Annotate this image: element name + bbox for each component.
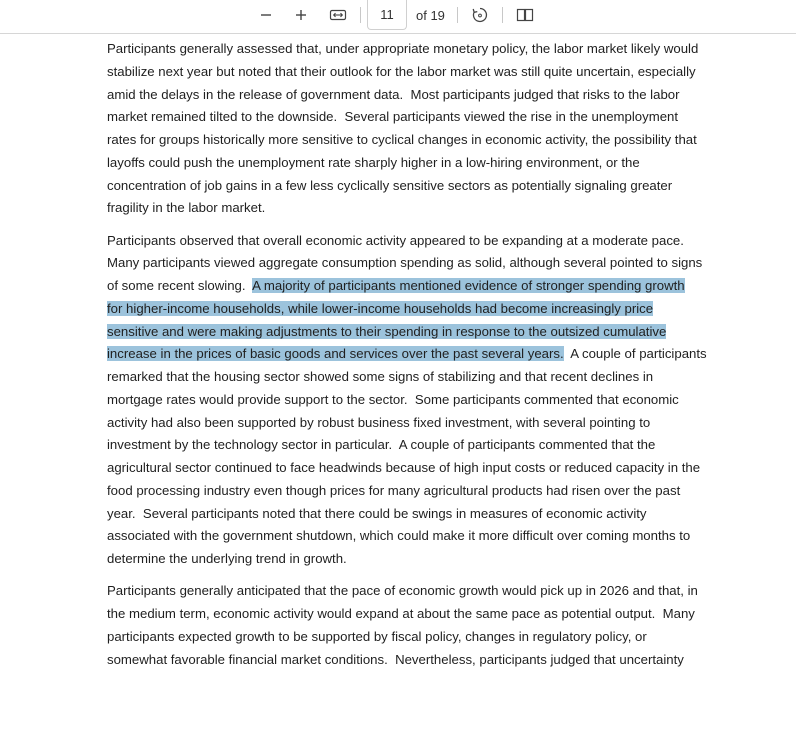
text-line[interactable]	[107, 230, 697, 253]
text-segment: of some recent slowing.	[107, 278, 253, 293]
text-line[interactable]	[107, 252, 703, 275]
text-segment: market remained tilted to the downside. Several participants viewed the rise in the unemployment	[107, 109, 679, 125]
text-segment: food processing industry even though prices for many agricultural products had risen over the past	[107, 482, 681, 498]
rotate-icon	[471, 6, 489, 24]
zoom-out-button[interactable]	[253, 4, 279, 26]
text-line[interactable]	[107, 343, 707, 366]
text-segment: agricultural sector continued to face headwinds because of high input costs or reduced capacity in the	[107, 460, 701, 475]
text-line[interactable]	[107, 626, 697, 649]
text-line[interactable]	[107, 503, 697, 526]
text-segment: rates for groups historically more sensitive to cyclical changes in economic activity, the possibility that	[107, 132, 697, 147]
pdf-toolbar	[0, 0, 796, 34]
text-segment: layoffs could push the unemployment rate sharply higher in a low-hiring environment, or the	[107, 154, 640, 170]
toolbar-divider	[457, 7, 458, 23]
text-line[interactable]	[107, 649, 697, 672]
text-line[interactable]	[107, 275, 697, 298]
text-segment: Many participants viewed aggregate consumption spending as solid, although several pointed to signs	[107, 255, 703, 271]
total-pages-label: of 19	[416, 7, 445, 23]
text-line[interactable]	[107, 389, 697, 412]
text-line[interactable]	[107, 38, 697, 61]
paragraph	[107, 580, 697, 671]
text-segment: fragility in the labor market.	[107, 200, 266, 216]
text-line[interactable]	[107, 580, 697, 603]
fit-width-button[interactable]	[325, 4, 351, 26]
text-line[interactable]	[107, 321, 697, 344]
text-segment: A couple of participants	[563, 346, 707, 362]
text-segment: the medium term, economic activity would expand at about the same pace as potential output. Many	[107, 606, 695, 621]
text-line[interactable]	[107, 298, 697, 321]
text-line[interactable]	[107, 175, 697, 198]
text-line[interactable]	[107, 366, 697, 389]
rotate-button[interactable]	[467, 4, 493, 26]
text-segment: Participants generally anticipated that the pace of economic growth would pick up in 2026 and that, in	[107, 583, 698, 599]
text-line[interactable]	[107, 525, 697, 548]
text-line[interactable]	[107, 434, 697, 457]
text-segment: mortgage rates would provide support to the sector. Some participants commented that economic	[107, 391, 679, 407]
page-number-input[interactable]	[367, 0, 407, 30]
highlighted-text: A majority of participants mentioned evidence of stronger spending growth	[252, 278, 685, 293]
zoom-in-icon	[294, 8, 308, 22]
text-segment: investment by the technology sector in particular. A couple of participants commented that the	[107, 437, 656, 453]
text-segment: year. Several participants noted that there could be swings in measures of economic activity	[107, 505, 647, 521]
text-line[interactable]	[107, 480, 697, 503]
text-segment: activity had also been supported by robust business fixed investment, with several pointing to	[107, 414, 651, 430]
text-line[interactable]	[107, 603, 697, 626]
current-page: 11	[380, 7, 394, 22]
paragraph	[107, 38, 697, 220]
text-line[interactable]	[107, 548, 697, 571]
zoom-out-icon	[259, 8, 273, 22]
text-segment: associated with the government shutdown, which could make it more difficult over coming months to	[107, 528, 691, 544]
paragraph	[107, 230, 707, 571]
text-segment: amid the delays in the release of government data. Most participants judged that risks to the labor	[107, 86, 680, 102]
text-line[interactable]	[107, 457, 701, 480]
text-segment: somewhat favorable financial market conditions. Nevertheless, participants judged that uncertainty	[107, 651, 684, 667]
text-segment: remarked that the housing sector showed some signs of stabilizing and that recent declines in	[107, 369, 654, 384]
text-line[interactable]	[107, 412, 697, 435]
two-page-icon	[516, 7, 534, 23]
highlighted-text: for higher-income households, while lower-income households had become increasingly price	[107, 300, 654, 316]
text-segment: concentration of job gains in a few less cyclically sensitive sectors as potentially signaling greater	[107, 177, 673, 193]
text-line[interactable]	[107, 197, 697, 220]
text-line[interactable]	[107, 84, 697, 107]
zoom-in-button[interactable]	[288, 4, 314, 26]
text-line[interactable]	[107, 129, 697, 152]
text-segment: stabilize next year but noted that their outlook for the labor market was still quite uncertain, especially	[107, 63, 696, 79]
fit-width-icon	[329, 8, 347, 22]
text-line[interactable]	[107, 106, 697, 129]
toolbar-divider	[502, 7, 503, 23]
two-page-view-button[interactable]	[512, 4, 538, 26]
text-line[interactable]	[107, 152, 697, 175]
text-segment: participants expected growth to be supported by fiscal policy, changes in regulatory policy, or	[107, 628, 647, 644]
text-segment: Participants generally assessed that, under appropriate monetary policy, the labor market likely would	[107, 41, 699, 56]
highlighted-text: sensitive and were making adjustments to their spending in response to the outsized cumulative	[107, 323, 667, 339]
text-segment: Participants observed that overall economic activity appeared to be expanding at a moderate pace.	[107, 232, 684, 248]
highlighted-text: increase in the prices of basic goods and services over the past several years.	[107, 346, 564, 362]
toolbar-divider	[360, 7, 361, 23]
text-segment: determine the underlying trend in growth.	[107, 551, 347, 566]
document-page	[107, 38, 707, 681]
text-line[interactable]	[107, 61, 697, 84]
